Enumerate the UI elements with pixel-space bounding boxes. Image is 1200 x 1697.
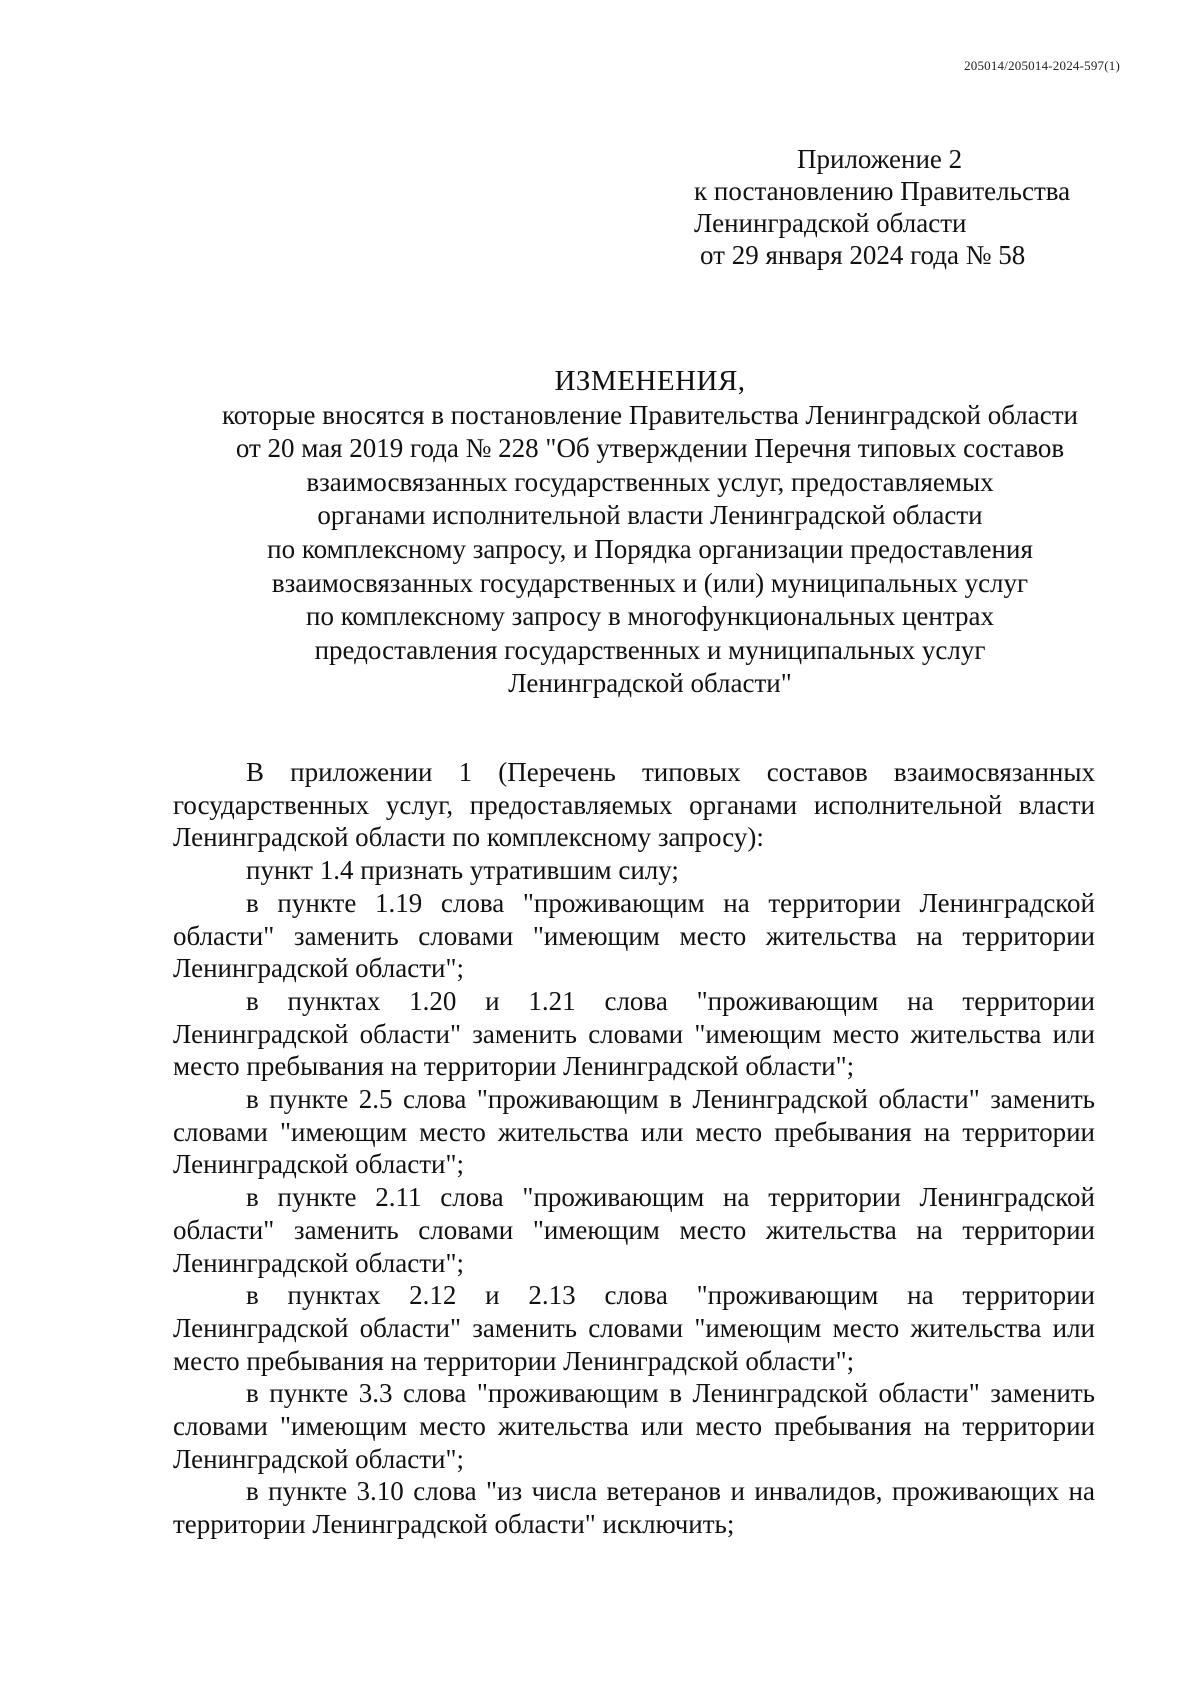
document-body: [173, 756, 1095, 1541]
body-paragraph: в пункте 1.19 слова "проживающим на территории Ленинградской области" заменить словами "имеющим место жительства на территории Ленинградской области";: [173, 887, 1095, 984]
title-line: взаимосвязанных государственных услуг, предоставляемых: [306, 466, 994, 497]
annex-date: от 29 января 2024 года № 58: [700, 240, 1026, 270]
title-line: Ленинградской области": [508, 668, 792, 699]
title-heading: ИЗМЕНЕНИЯ,: [554, 365, 746, 397]
title-line: от 20 мая 2019 года № 228 "Об утверждении Перечня типовых составов: [235, 433, 1065, 464]
body-paragraph: в пункте 2.11 слова "проживающим на территории Ленинградской области" заменить словами "имеющим место жительства на территории Ленинградской области";: [173, 1182, 1095, 1278]
body-paragraph: В приложении 1 (Перечень типовых составов взаимосвязанных государственных услуг, предоставляемых органами исполнительной власти Ленинградской области по комплексному запросу):: [173, 757, 1095, 853]
title-line: взаимосвязанных государственных и (или) муниципальных услуг: [271, 567, 1029, 598]
body-paragraph: в пункте 3.10 слова "из числа ветеранов и инвалидов, проживающих на территории Ленинградской области" исключить;: [173, 1476, 1095, 1540]
title-line: которые вносятся в постановление Правительства Ленинградской области: [221, 399, 1078, 430]
document-id: 205014/205014-2024-597(1): [964, 58, 1120, 73]
title-line: органами исполнительной власти Ленинградской области: [317, 500, 983, 531]
title-line: предоставления государственных и муниципальных услуг: [314, 634, 986, 665]
body-paragraph: в пункте 2.5 слова "проживающим в Ленинградской области" заменить словами "имеющим место жительства или место пребывания на территории Ленинградской области";: [173, 1084, 1095, 1180]
title-line: по комплексному запросу, и Порядка организации предоставления: [267, 533, 1033, 564]
annex-reference: к постановлению Правительства: [694, 176, 1071, 206]
body-paragraph: пункт 1.4 признать утратившим силу;: [246, 855, 679, 886]
annex-number: Приложение 2: [797, 144, 963, 174]
document-title: [130, 365, 1170, 701]
body-paragraph: в пункте 3.3 слова "проживающим в Ленинградской области" заменить словами "имеющим место жительства или место пребывания на территории Ленинградской области";: [173, 1378, 1095, 1474]
annex-header: [694, 143, 1114, 271]
annex-region: Ленинградской области: [694, 208, 967, 238]
body-paragraph: в пунктах 1.20 и 1.21 слова "проживающим на территории Ленинградской области" заменить словами "имеющим место жительства или место пребывания на территории Ленинградской области";: [173, 985, 1095, 1082]
title-line: по комплексному запросу в многофункциональных центрах: [306, 601, 994, 632]
body-paragraph: в пунктах 2.12 и 2.13 слова "проживающим на территории Ленинградской области" заменить словами "имеющим место жительства или место пребывания на территории Ленинградской области";: [173, 1280, 1095, 1376]
